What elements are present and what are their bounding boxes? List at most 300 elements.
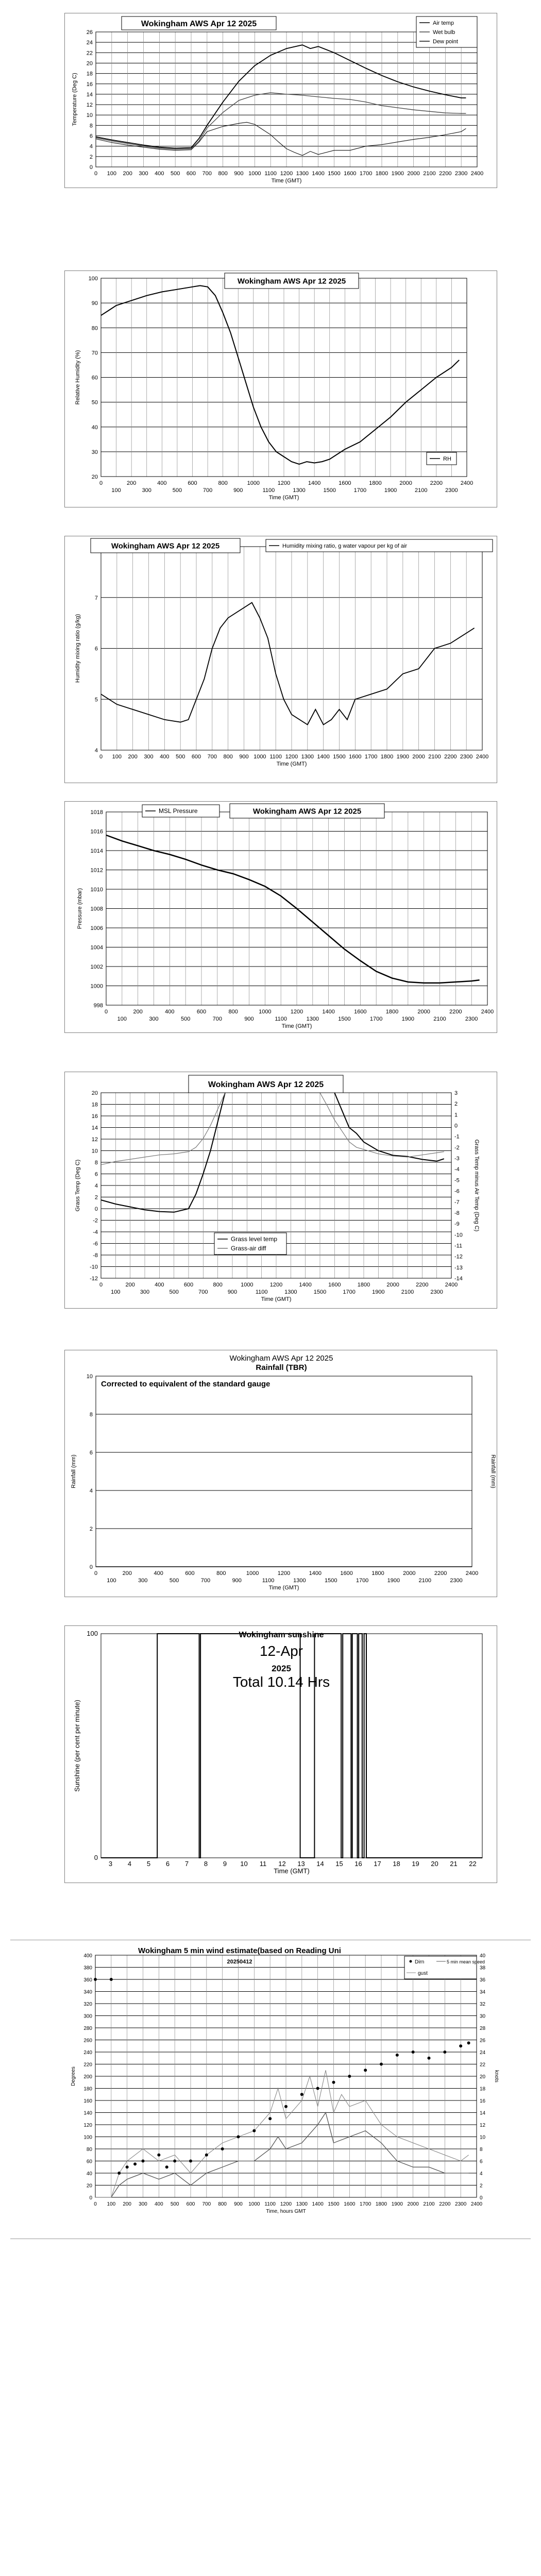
y-tick-label: -2 [93, 1217, 98, 1224]
data-point [165, 2165, 168, 2168]
legend-swatch [410, 1960, 412, 1963]
x-tick-label: 1300 [296, 2201, 308, 2207]
x-tick-label: 0 [94, 1570, 98, 1577]
y-tick-label: 0 [94, 1206, 98, 1212]
y-tick-label: 10 [86, 1374, 93, 1380]
y-tick-label: 18 [86, 71, 93, 77]
legend-label: 5 min mean speed [447, 1959, 485, 1964]
data-point [252, 2129, 256, 2132]
data-point [173, 2160, 176, 2163]
y-tick-label: 22 [86, 50, 93, 57]
y-tick-label: 20 [91, 474, 98, 480]
y-right-tick-label: 28 [480, 2026, 486, 2031]
x-tick-label: 1200 [290, 1009, 303, 1015]
chart-title: Wokingham AWS Apr 12 2025 [229, 1354, 333, 1363]
data-point [221, 2147, 224, 2150]
y-tick-label: 30 [91, 449, 98, 455]
x-tick-label: 400 [157, 480, 167, 486]
series-line-0 [101, 603, 475, 725]
y-tick-label: 1004 [90, 944, 103, 951]
chart-title: Wokingham AWS Apr 12 2025 [237, 277, 346, 286]
x-tick-label: 1600 [344, 2201, 356, 2207]
legend-label: Grass-air diff [231, 1245, 266, 1252]
x-tick-label: 100 [107, 2201, 116, 2207]
legend-label: Wet bulb [433, 29, 455, 36]
data-point [396, 2054, 399, 2057]
y-right-tick-label: -3 [454, 1156, 460, 1162]
rainfall-chart-panel [64, 1350, 497, 1597]
x-tick-label: 1900 [401, 1016, 415, 1022]
x-tick-label: 400 [154, 2201, 163, 2207]
x-tick-label: 2200 [439, 2201, 451, 2207]
x-tick-label: 800 [218, 171, 228, 177]
x-tick-label: 300 [139, 2201, 147, 2207]
x-axis-title: Time (GMT) [276, 761, 307, 767]
x-tick-label: 300 [142, 487, 151, 494]
x-tick-label: 600 [196, 1009, 207, 1015]
x-tick-label: 500 [175, 754, 185, 760]
x-tick-label: 600 [183, 1282, 194, 1288]
y-tick-label: 1006 [90, 925, 103, 931]
chart-title: Wokingham AWS Apr 12 2025 [208, 1080, 324, 1089]
x-tick-label: 1300 [301, 754, 314, 760]
y-right-tick-label: -12 [454, 1253, 463, 1260]
y-tick-label: 1002 [90, 964, 103, 970]
y-axis-title: Temperature (Deg C) [72, 73, 78, 126]
x-tick-label: 2300 [454, 171, 468, 177]
y-right-tick-label: 4 [480, 2171, 483, 2177]
y-tick-label: -12 [90, 1276, 98, 1282]
x-tick-label: 700 [212, 1016, 223, 1022]
x-tick-label: 2300 [465, 1016, 478, 1022]
y-tick-label: 10 [91, 1148, 98, 1155]
x-tick-label: 900 [234, 2201, 243, 2207]
y-right-tick-label: 18 [480, 2086, 486, 2092]
x-tick-label: 1000 [248, 2201, 260, 2207]
y-tick-label: 16 [86, 81, 93, 88]
y-tick-label: 300 [83, 2013, 92, 2020]
y-tick-label: 100 [83, 2134, 92, 2141]
chart-title: Wokingham AWS Apr 12 2025 [141, 19, 257, 28]
x-tick-label: 1800 [357, 1282, 370, 1288]
series-line-0 [96, 45, 466, 148]
x-tick-label: 300 [139, 171, 148, 177]
data-point [364, 2069, 367, 2072]
x-tick-label: 400 [165, 1009, 175, 1015]
y-tick-label: 6 [94, 646, 98, 652]
x-tick-label: 1300 [293, 487, 306, 494]
data-point [467, 2041, 470, 2044]
y-tick-label: 1014 [90, 848, 103, 854]
x-tick-label: 11 [259, 1860, 267, 1868]
x-tick-label: 2200 [430, 480, 443, 486]
y-tick-label: 20 [86, 2183, 92, 2189]
x-tick-label: 0 [94, 2201, 97, 2207]
x-axis-title: Time (GMT) [271, 178, 302, 184]
x-tick-label: 1700 [369, 1016, 383, 1022]
x-tick-label: 300 [140, 1289, 150, 1295]
x-tick-label: 1400 [308, 480, 321, 486]
x-tick-label: 700 [202, 171, 212, 177]
wind-chart [64, 1945, 497, 2231]
x-tick-label: 2100 [418, 1578, 431, 1584]
x-tick-label: 900 [227, 1289, 238, 1295]
x-tick-label: 1700 [343, 1289, 356, 1295]
x-tick-label: 1100 [264, 2201, 276, 2207]
y-right-tick-label: -1 [454, 1133, 460, 1140]
x-axis-title: Time, hours GMT [266, 2209, 306, 2214]
y-tick-label: -10 [90, 1264, 98, 1270]
x-tick-label: 2400 [465, 1570, 479, 1577]
x-tick-label: 500 [169, 1578, 179, 1584]
x-tick-label: 1700 [359, 171, 373, 177]
x-tick-label: 1500 [325, 1578, 337, 1584]
y-right-tick-label: 38 [480, 1965, 486, 1971]
x-tick-label: 800 [223, 754, 233, 760]
data-point [348, 2075, 351, 2078]
y-tick-label: 40 [91, 424, 98, 431]
data-point [126, 2165, 129, 2168]
x-tick-label: 6 [165, 1860, 170, 1868]
y-axis-title: Grass Temp (Deg C) [75, 1159, 81, 1212]
data-point [443, 2050, 446, 2054]
x-tick-label: 200 [122, 1570, 132, 1577]
y-tick-label: 12 [86, 102, 93, 109]
y-tick-label: 2 [94, 1194, 98, 1201]
x-tick-label: 1500 [333, 754, 346, 760]
y-tick-label: 2 [89, 154, 93, 160]
x-tick-label: 1500 [323, 487, 336, 494]
y-right-tick-label: 20 [480, 2074, 486, 2080]
x-tick-label: 2200 [439, 171, 452, 177]
x-tick-label: 300 [144, 754, 154, 760]
humidity-chart-panel [64, 270, 497, 507]
y-right-tick-label: -9 [454, 1221, 460, 1228]
x-tick-label: 100 [111, 487, 121, 494]
x-tick-label: 2100 [423, 171, 436, 177]
chart-subtitle: Rainfall (TBR) [256, 1363, 307, 1372]
y-tick-label: 180 [83, 2086, 92, 2092]
legend-label: Humidity mixing ratio, g water vapour per kg of air [282, 543, 408, 549]
y-right-tick-label: -5 [454, 1177, 460, 1184]
x-tick-label: 600 [186, 2201, 195, 2207]
y-right-axis-title: knots [494, 2070, 499, 2082]
legend-label: Grass level temp [231, 1235, 278, 1243]
y-right-axis-title: Grass Temp minus Air Temp (Deg C) [474, 1139, 480, 1232]
y-tick-label: 60 [86, 2159, 92, 2165]
x-tick-label: 500 [180, 1016, 191, 1022]
x-tick-label: 1100 [262, 487, 275, 494]
x-tick-label: 12 [278, 1860, 286, 1868]
x-tick-label: 1200 [280, 2201, 292, 2207]
grass-temp-chart [65, 1072, 497, 1308]
x-tick-label: 400 [155, 171, 164, 177]
y-tick-label: 90 [91, 300, 98, 307]
x-tick-label: 2100 [423, 2201, 435, 2207]
x-tick-label: 900 [239, 754, 249, 760]
x-tick-label: 1800 [380, 754, 394, 760]
x-tick-label: 500 [170, 2201, 179, 2207]
y-right-tick-label: 40 [480, 1953, 486, 1959]
y-tick-label: 380 [83, 1965, 92, 1971]
y-tick-label: 0 [89, 1564, 93, 1570]
x-tick-label: 0 [99, 480, 103, 486]
x-tick-label: 15 [335, 1860, 343, 1868]
x-tick-label: 2300 [445, 487, 458, 494]
y-right-tick-label: 32 [480, 2002, 486, 2007]
x-tick-label: 1000 [253, 754, 266, 760]
y-tick-label: 1010 [90, 887, 103, 893]
x-tick-label: 900 [232, 1578, 242, 1584]
x-tick-label: 1700 [360, 2201, 371, 2207]
x-tick-label: 2400 [476, 754, 489, 760]
x-tick-label: 1900 [384, 487, 397, 494]
x-tick-label: 2000 [412, 754, 425, 760]
x-tick-label: 1700 [356, 1578, 369, 1584]
y-right-tick-label: -13 [454, 1264, 463, 1271]
x-tick-label: 16 [354, 1860, 362, 1868]
x-tick-label: 800 [218, 480, 228, 486]
x-tick-label: 2000 [407, 171, 420, 177]
data-point [316, 2087, 319, 2090]
x-tick-label: 2200 [434, 1570, 447, 1577]
x-tick-label: 900 [234, 171, 244, 177]
x-tick-label: 2200 [449, 1009, 462, 1015]
pressure-chart-panel [64, 801, 497, 1033]
x-tick-label: 1800 [375, 171, 388, 177]
y-tick-label: 160 [83, 2098, 92, 2104]
x-tick-label: 2100 [428, 754, 441, 760]
x-tick-label: 1900 [396, 754, 410, 760]
x-tick-label: 1600 [349, 754, 362, 760]
y-right-tick-label: 34 [480, 1989, 486, 1995]
chart-title: Wokingham AWS Apr 12 2025 [252, 807, 362, 816]
x-tick-label: 800 [213, 1282, 223, 1288]
data-point [94, 1978, 97, 1981]
y-tick-label: 26 [86, 29, 93, 36]
x-tick-label: 1400 [322, 1009, 335, 1015]
x-tick-label: 1100 [262, 1578, 275, 1584]
x-tick-label: 500 [172, 487, 182, 494]
y-tick-label: 0 [89, 2195, 92, 2201]
x-tick-label: 17 [374, 1860, 381, 1868]
y-right-tick-label: -11 [454, 1243, 463, 1249]
y-right-tick-label: 14 [480, 2110, 486, 2116]
x-tick-label: 800 [216, 1570, 226, 1577]
y-axis-title: Pressure (mbar) [77, 888, 83, 929]
y-right-tick-label: -6 [454, 1188, 460, 1195]
series-line-0 [101, 285, 459, 464]
x-tick-label: 600 [191, 754, 201, 760]
y-tick-label: 998 [93, 1003, 103, 1009]
x-tick-label: 22 [469, 1860, 477, 1868]
series-line-0 [101, 1093, 225, 1212]
rainfall-chart [65, 1350, 497, 1597]
x-tick-label: 500 [169, 1289, 179, 1295]
x-tick-label: 0 [99, 1282, 103, 1288]
x-tick-label: 600 [188, 480, 197, 486]
y-right-tick-label: 2 [454, 1101, 458, 1108]
y-tick-label: 80 [91, 325, 98, 332]
chart-annotation: Corrected to equivalent of the standard gauge [101, 1380, 270, 1388]
x-tick-label: 1400 [312, 2201, 324, 2207]
x-tick-label: 2000 [417, 1009, 430, 1015]
y-tick-label: 10 [86, 112, 93, 119]
x-tick-label: 10 [240, 1860, 248, 1868]
x-tick-label: 800 [228, 1009, 238, 1015]
y-tick-label: 8 [89, 123, 93, 129]
y-tick-label: 1018 [90, 809, 103, 816]
x-axis-title: Time (GMT) [268, 1585, 299, 1591]
x-axis-title: Time (GMT) [274, 1867, 310, 1875]
x-tick-label: 1000 [246, 1570, 259, 1577]
x-tick-label: 2300 [430, 1289, 443, 1295]
y-tick-label: 1012 [90, 867, 103, 874]
x-tick-label: 900 [233, 487, 243, 494]
x-tick-label: 1900 [391, 2201, 403, 2207]
x-tick-label: 1700 [353, 487, 367, 494]
x-tick-label: 1900 [387, 1578, 400, 1584]
x-tick-label: 400 [160, 754, 170, 760]
x-tick-label: 2400 [470, 2201, 483, 2207]
legend-label: gust [418, 1971, 428, 1976]
x-tick-label: 2000 [399, 480, 412, 486]
mixing-ratio-chart [65, 536, 497, 783]
x-tick-label: 1000 [241, 1282, 253, 1288]
y-tick-label: 360 [83, 1977, 92, 1983]
x-tick-label: 1600 [340, 1570, 353, 1577]
x-tick-label: 2100 [433, 1016, 446, 1022]
y-tick-label: 0 [94, 1854, 98, 1861]
y-tick-label: 24 [86, 40, 93, 46]
y-tick-label: 280 [83, 2026, 92, 2031]
x-tick-label: 700 [207, 754, 217, 760]
y-tick-label: 140 [83, 2110, 92, 2116]
x-tick-label: 800 [218, 2201, 227, 2207]
y-tick-label: 200 [83, 2074, 92, 2080]
y-tick-label: 7 [94, 595, 98, 601]
x-tick-label: 1400 [299, 1282, 312, 1288]
y-right-tick-label: 0 [480, 2195, 483, 2201]
x-tick-label: 1300 [284, 1289, 297, 1295]
x-tick-label: 2400 [470, 171, 484, 177]
plot-area-frame [96, 1376, 472, 1567]
y-right-tick-label: 36 [480, 1977, 486, 1983]
y-tick-label: 320 [83, 2002, 92, 2007]
x-tick-label: 2200 [444, 754, 457, 760]
y-tick-label: 6 [89, 133, 93, 140]
y-tick-label: 100 [87, 1630, 98, 1637]
x-tick-label: 8 [204, 1860, 208, 1868]
data-point [110, 1978, 113, 1981]
humidity-chart [65, 271, 497, 507]
series-line-0 [106, 835, 480, 983]
x-tick-label: 1200 [277, 1570, 291, 1577]
x-tick-label: 600 [185, 1570, 195, 1577]
y-right-tick-label: 24 [480, 2050, 486, 2056]
y-tick-label: 4 [89, 1488, 93, 1494]
x-tick-label: 100 [112, 754, 122, 760]
x-tick-label: 700 [200, 1578, 211, 1584]
data-point [268, 2117, 272, 2120]
x-tick-label: 1600 [344, 171, 357, 177]
x-tick-label: 200 [133, 1009, 143, 1015]
x-tick-label: 1800 [385, 1009, 399, 1015]
x-tick-label: 900 [244, 1016, 254, 1022]
y-tick-label: 20 [91, 1090, 98, 1096]
mixing-ratio-chart-panel [64, 536, 497, 783]
x-tick-label: 1200 [277, 480, 291, 486]
y-tick-label: 4 [94, 748, 98, 754]
x-tick-label: 2000 [407, 2201, 419, 2207]
chart-title: Wokingham 5 min wind estimate(based on Reading Uni [138, 1946, 341, 1955]
x-tick-label: 2400 [445, 1282, 458, 1288]
x-tick-label: 300 [138, 1578, 148, 1584]
x-tick-label: 1900 [391, 171, 404, 177]
y-tick-label: 220 [83, 2062, 92, 2068]
data-point [380, 2063, 383, 2066]
x-tick-label: 1600 [328, 1282, 341, 1288]
x-tick-label: 600 [186, 171, 196, 177]
y-tick-label: 1000 [90, 983, 103, 990]
y-tick-label: 260 [83, 2038, 92, 2044]
y-tick-label: 14 [91, 1125, 98, 1131]
data-point [332, 2081, 335, 2084]
x-tick-label: 0 [94, 171, 98, 177]
pressure-chart [65, 802, 497, 1032]
x-axis-title: Time (GMT) [268, 495, 299, 501]
x-tick-label: 700 [202, 2201, 211, 2207]
y-right-tick-label: -2 [454, 1144, 460, 1151]
x-tick-label: 7 [184, 1860, 189, 1868]
y-tick-label: 2 [89, 1526, 93, 1532]
chart-year: 2025 [272, 1664, 291, 1673]
y-axis-title: Humidity mixing ratio (g/kg) [75, 614, 81, 683]
series-line-1 [95, 2070, 469, 2197]
x-tick-label: 1500 [328, 171, 341, 177]
y-tick-label: 40 [86, 2171, 92, 2177]
x-axis-title: Time (GMT) [261, 1296, 292, 1302]
legend-label: Air temp [433, 20, 454, 26]
x-tick-label: 14 [316, 1860, 324, 1868]
y-right-tick-label: 16 [480, 2098, 486, 2104]
y-tick-label: -4 [93, 1229, 98, 1235]
chart-date: 12-Apr [259, 1643, 303, 1659]
y-tick-label: 4 [89, 143, 93, 150]
x-tick-label: 100 [107, 1578, 116, 1584]
x-tick-label: 2300 [450, 1578, 463, 1584]
y-right-tick-label: 10 [480, 2134, 486, 2141]
y-right-tick-label: 2 [480, 2183, 483, 2189]
data-point [133, 2162, 137, 2165]
y-tick-label: 6 [89, 1450, 93, 1456]
y-right-tick-label: -10 [454, 1232, 463, 1239]
wind-chart-panel [64, 1945, 497, 2231]
chart-title: Wokingham AWS Apr 12 2025 [111, 541, 220, 551]
x-tick-label: 1300 [306, 1016, 319, 1022]
y-tick-label: 0 [89, 164, 93, 171]
x-tick-label: 200 [125, 1282, 135, 1288]
data-point [459, 2044, 462, 2047]
y-tick-label: 14 [86, 91, 93, 98]
y-tick-label: -8 [93, 1252, 98, 1259]
y-right-tick-label: -8 [454, 1210, 460, 1216]
grass-temp-chart-panel [64, 1072, 497, 1309]
temperature-chart-panel [64, 13, 497, 188]
chart-total: Total 10.14 Hrs [232, 1674, 330, 1690]
x-tick-label: 100 [107, 171, 117, 177]
y-right-tick-label: 8 [480, 2147, 483, 2153]
